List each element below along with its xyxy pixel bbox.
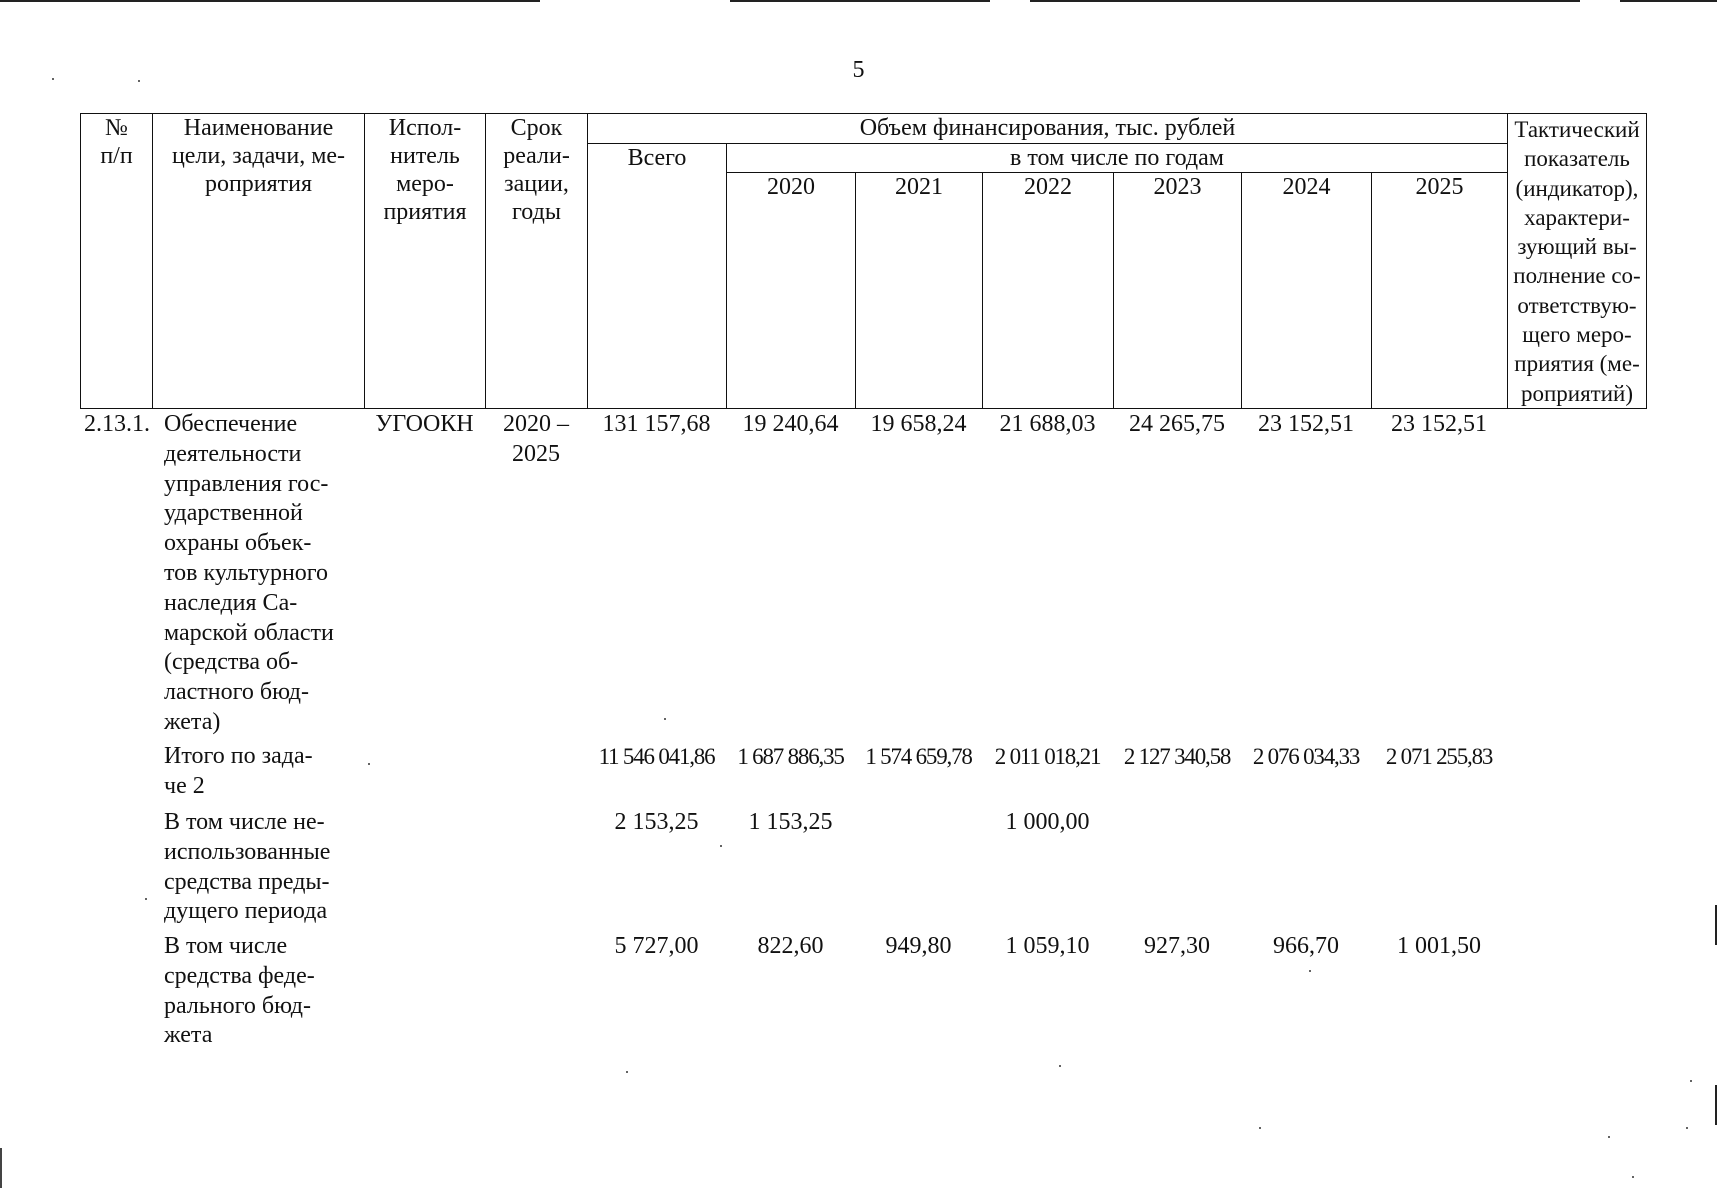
scan-speck [52, 78, 54, 80]
row-year-2023: 2 127 340,58 [1123, 744, 1231, 769]
row-term [485, 742, 587, 808]
scan-speck [1632, 1176, 1634, 1178]
scan-speck [1059, 1065, 1061, 1067]
header-year-2021: 2021 [856, 173, 983, 409]
header-indicator: Тактический показатель (индикатор), характери- зующий вы- полнение со- ответствую- щего меро- приятия (ме- роприятий) [1508, 114, 1647, 409]
page-number: 5 [852, 57, 865, 83]
scan-speck [626, 1071, 628, 1073]
row-code [80, 808, 152, 932]
table-row [80, 410, 1646, 742]
scan-speck [1690, 1080, 1692, 1082]
row-executor [364, 932, 485, 1056]
table-row [80, 808, 1646, 932]
row-year-2022: 2 011 018,21 [994, 744, 1101, 769]
row-indicator [1507, 410, 1646, 742]
row-year-2020: 1 687 886,35 [737, 744, 844, 769]
header-year-2025: 2025 [1372, 173, 1508, 409]
row-year-2025: 1 001,50 [1397, 933, 1481, 959]
header-year-2020: 2020 [727, 173, 856, 409]
row-indicator [1507, 808, 1646, 932]
row-year-2025 [1371, 808, 1507, 932]
row-year-2023: 927,30 [1144, 933, 1210, 959]
row-term [485, 808, 587, 932]
table-body [80, 410, 1646, 1056]
row-year-2020: 19 240,64 [742, 411, 839, 437]
row-code: 2.13.1. [84, 411, 150, 437]
row-year-2021: 949,80 [885, 933, 952, 959]
header-number: № п/п [81, 114, 153, 409]
row-code [80, 742, 152, 808]
row-year-2022: 1 059,10 [1005, 933, 1090, 959]
row-year-2024: 2 076 034,33 [1252, 744, 1360, 769]
row-executor [364, 742, 485, 808]
row-total: 5 727,00 [614, 933, 699, 959]
scan-speck [664, 718, 666, 720]
header-funding: Объем финансирования, тыс. рублей [588, 114, 1508, 144]
scan-speck [720, 845, 722, 847]
row-executor [364, 808, 485, 932]
row-year-2025: 2 071 255,83 [1385, 744, 1493, 769]
scan-edge-left [0, 1148, 2, 1188]
scan-speck [1608, 1136, 1610, 1138]
header-year-2024: 2024 [1242, 173, 1372, 409]
row-name: Итого по зада- че 2 [164, 743, 313, 799]
row-year-2021: 19 658,24 [870, 411, 967, 437]
row-year-2024 [1241, 808, 1371, 932]
header-term: Срок реали- зации, годы [486, 114, 588, 409]
header-year-2023: 2023 [1114, 173, 1242, 409]
row-year-2020: 822,60 [757, 933, 824, 959]
scan-speck [1686, 1127, 1688, 1129]
header-year-2022: 2022 [983, 173, 1114, 409]
scan-edge-line [0, 0, 1717, 2]
scan-speck [368, 763, 370, 765]
scan-speck [1309, 970, 1311, 972]
scan-speck [138, 80, 140, 82]
row-year-2024: 966,70 [1273, 933, 1339, 959]
row-year-2022: 21 688,03 [999, 411, 1096, 437]
row-name: В том числе средства феде- рального бюд- жета [164, 933, 315, 1049]
row-name: В том числе не- использованные средства преды- дущего периода [164, 809, 331, 925]
row-code [80, 932, 152, 1056]
row-year-2020: 1 153,25 [748, 809, 833, 835]
header-name: Наименование цели, задачи, ме- роприятия [153, 114, 365, 409]
header-executor: Испол- нитель меро- приятия [365, 114, 486, 409]
scan-speck [1259, 1127, 1261, 1129]
scan-speck [145, 898, 147, 900]
row-term: 2020 – 2025 [503, 411, 569, 467]
row-year-2022: 1 000,00 [1005, 809, 1090, 835]
row-total: 131 157,68 [602, 411, 711, 437]
table-row [80, 932, 1646, 1056]
row-name: Обеспечение деятельности управления гос- ударственной охраны объек- тов культурного наследия Са- марской области (средства об- ластного бюд- жета) [164, 411, 334, 735]
row-year-2021: 1 574 659,78 [865, 744, 972, 769]
row-indicator [1507, 742, 1646, 808]
table-header [80, 113, 1647, 409]
row-year-2024: 23 152,51 [1258, 411, 1354, 437]
table-row [80, 742, 1646, 808]
row-year-2025: 23 152,51 [1391, 411, 1487, 437]
row-year-2023 [1113, 808, 1241, 932]
row-executor: УГООКН [375, 411, 474, 437]
row-indicator [1507, 932, 1646, 1056]
row-term [485, 932, 587, 1056]
header-by-years: в том числе по годам [727, 144, 1508, 173]
header-total: Всего [588, 144, 727, 409]
row-total: 2 153,25 [614, 809, 699, 835]
row-year-2021 [855, 808, 982, 932]
row-year-2023: 24 265,75 [1129, 411, 1225, 437]
row-total: 11 546 041,86 [598, 744, 715, 769]
